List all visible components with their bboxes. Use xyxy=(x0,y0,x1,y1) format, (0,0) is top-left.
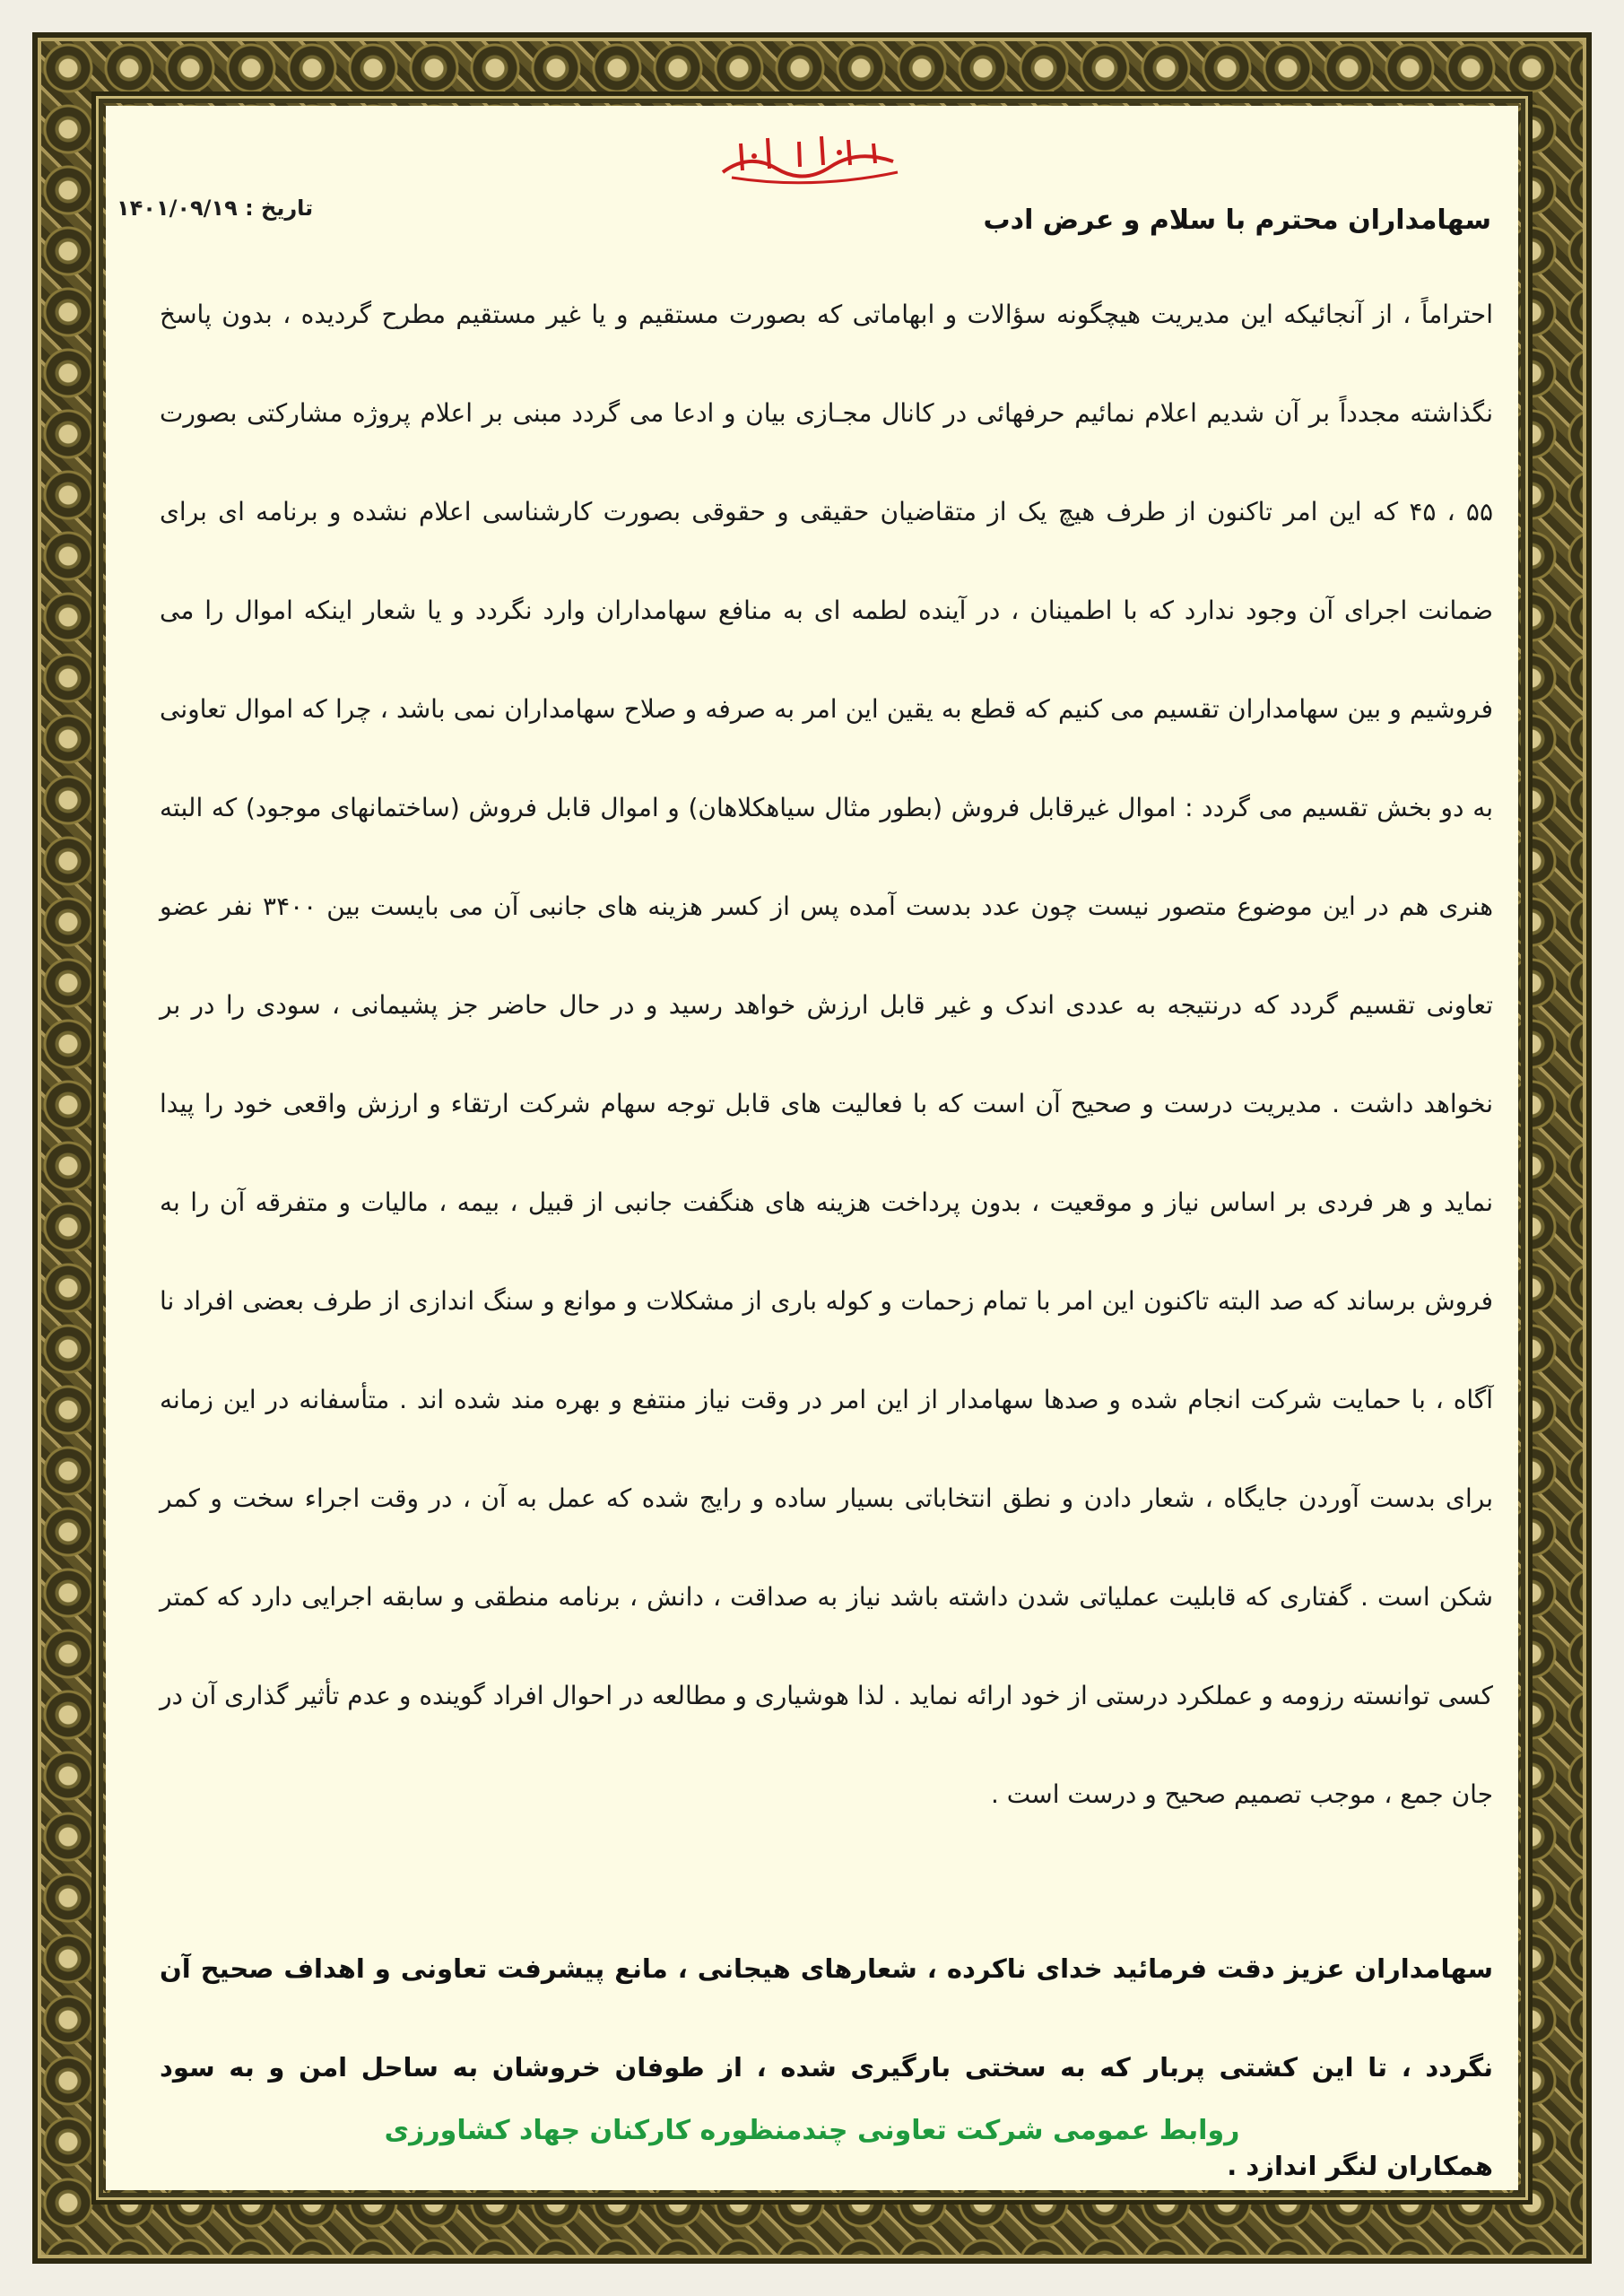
salutation: سهامداران محترم با سلام و عرض ادب xyxy=(983,204,1491,236)
closing-text: سهامداران عزیز دقت فرمائید خدای ناکرده ، شعارهای هیجانی ، مانع پیشرفت تعاونی و اهداف صحیح آن نگردد ، تا این کشتی پربار که به سختی بارگیری شده ، از طوفان خروشان به ساحل امن و به سود همکاران لنگر اندازد . xyxy=(160,1953,1493,2181)
letter-paper xyxy=(106,106,1518,2190)
letter-body xyxy=(160,265,1493,1844)
bismillah-calligraphy xyxy=(106,126,1518,188)
letter-date: تاریخ : ۱۴۰۱/۰۹/۱۹ xyxy=(117,196,314,221)
body-paragraph: احتراماً ، از آنجائیکه این مدیریت هیچگونه سؤالات و ابهاماتی که بصورت مستقیم و یا غیر مستقیم مطرح گردیده ، بدون پاسخ نگذاشته مجدداً بر آن شدیم اعلام نمائیم حرفهائی در کانال مجـازی بیان و ادعا می گردد مبنی بر اعلام پروژه مشارکتی بصورت ۵۵ ، ۴۵ که این امر تاکنون از طرف هیچ یک از متقاضیان حقیقی و حقوقی بصورت کارشناسی اعلام نشده و برنامه ای برای ضمانت اجرای آن وجود ندارد که با اطمینان ، در آینده لطمه ای به منافع سهامداران وارد نگردد و یا شعار اینکه اموال را می فروشیم و بین سهامداران تقسیم می کنیم که قطع به یقین این امر به صرفه و صلاح سهامداران نمی باشد ، چرا که اموال تعاونی به دو بخش تقسیم می گردد : اموال غیرقابل فروش (بطور مثال سیاهکلاهان) و اموال قابل فروش (ساختمانهای موجود) که البته هنری هم در این موضوع متصور نیست چون عدد بدست آمده پس از کسر هزینه های جانبی آن می بایست بین ۳۴۰۰ نفر عضو تعاونی تقسیم گردد که درنتیجه به عددی اندک و غیر قابل ارزش خواهد رسید و در حال حاضر جز پشیمانی ، سودی را در بر نخواهد داشت . مدیریت درست و صحیح آن است که با فعالیت های قابل توجه سهام شرکت ارتقاء و ارزش واقعی خود را پیدا نماید و هر فردی بر اساس نیاز و موقعیت ، بدون پرداخت هزینه های هنگفت جانبی از قبیل ، بیمه ، مالیات و متفرقه آن را به فروش برساند که صد البته تاکنون این امر با تمام زحمات و کوله باری از مشکلات و موانع و سنگ اندازی از طرف بعضی افراد نا آگاه ، با حمایت شرکت انجام شده و صدها سهامدار از این امر در وقت نیاز منتفع و بهره مند شده اند . متأسفانه در این زمانه برای بدست آوردن جایگاه ، شعار دادن و نطق انتخاباتی بسیار ساده و رایج شده که عمل به آن ، در وقت اجراء سخت و کمر شکن است . گفتاری که قابلیت عملیاتی شدن داشته باشد نیاز به صداقت ، دانش ، برنامه منطقی و سابقه اجرایی دارد که کمتر کسی توانسته رزومه و عملکرد درستی از خود ارائه نماید . لذا هوشیاری و مطالعه در احوال افراد گوینده و عدم تأثیر گذاری آن در جان جمع ، موجب تصمیم صحیح و درست است . xyxy=(160,300,1493,1809)
closing-paragraph xyxy=(160,1919,1493,2215)
signature: روابط عمومی شرکت تعاونی چندمنظوره کارکنان جهاد کشاورزی xyxy=(384,2115,1240,2146)
bismillah-calligraphy-icon xyxy=(714,126,911,188)
